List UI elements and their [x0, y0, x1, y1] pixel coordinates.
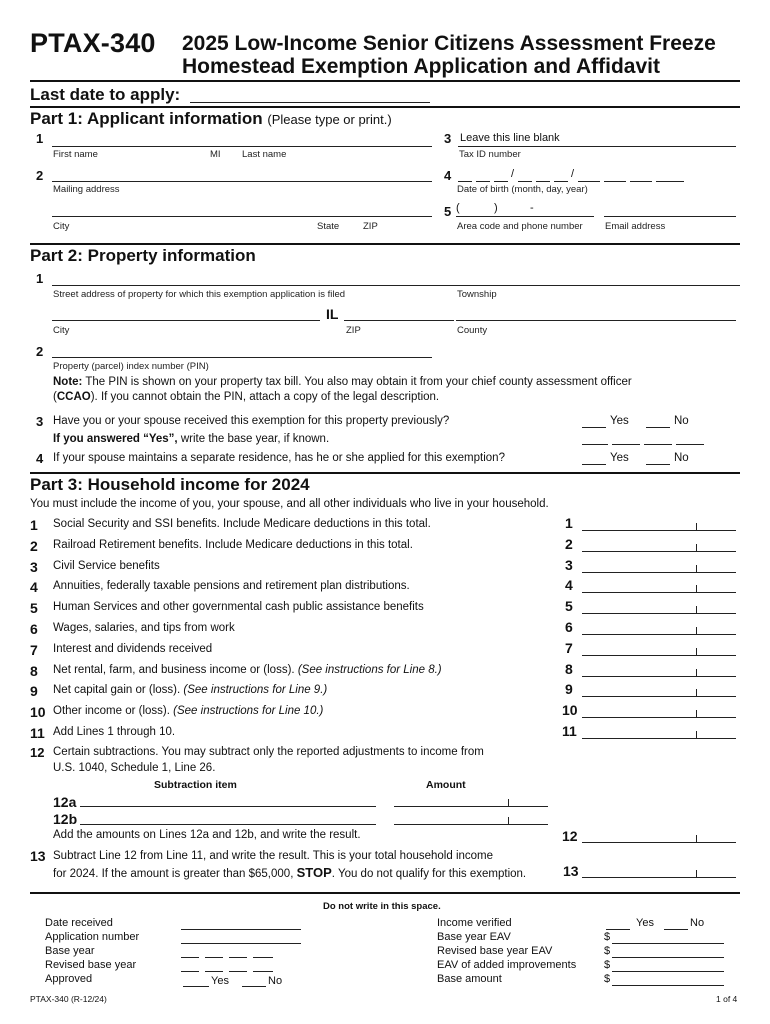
office-income-verified-no-field — [664, 929, 688, 930]
line-13-text-1: Subtract Line 12 from Line 11, and write the result. This is your total household income — [53, 850, 494, 862]
il-state-label: IL — [326, 306, 339, 322]
property-city-caption: City — [53, 325, 70, 336]
income-line-4-text: Annuities, federally taxable pensions and retirement plan distributions. — [53, 580, 410, 592]
property-zip-field[interactable] — [344, 320, 454, 321]
income-line-7-amount-number: 7 — [565, 640, 573, 656]
office-added-improvements: EAV of added improvements — [437, 959, 577, 971]
office-use-header: Do not write in this space. — [323, 901, 441, 912]
income-line-9-text: Net capital gain or (loss). — [53, 684, 181, 696]
part3-title: Part 3: Household income for 2024 — [30, 475, 310, 494]
line-12-text-2: U.S. 1040, Schedule 1, Line 26. — [53, 762, 216, 774]
last-name-caption: Last name — [242, 149, 287, 160]
part1-title — [30, 109, 392, 129]
income-line-7-text: Interest and dividends received — [53, 643, 213, 655]
income-line-5-amount-number: 5 — [565, 598, 573, 614]
income-line-8-amount-number: 8 — [565, 661, 573, 677]
part2-title: Part 2: Property information — [30, 246, 256, 265]
line-13-number: 13 — [30, 848, 46, 864]
income-line-3-amount-number: 3 — [565, 557, 573, 573]
income-line-2-number: 2 — [30, 538, 38, 554]
office-added-improvements-field — [612, 971, 724, 972]
income-line-11-label — [53, 726, 175, 738]
base-year-digit-1[interactable] — [582, 444, 608, 445]
income-line-1-number: 1 — [30, 517, 38, 533]
mi-caption: MI — [210, 149, 221, 160]
property-city-field[interactable] — [52, 320, 320, 321]
line-13-total-number: 13 — [563, 863, 579, 879]
line-12-cents-divider — [696, 835, 697, 843]
income-line-10-text: Other income or (loss). — [53, 705, 170, 717]
office-application-number-field — [181, 943, 301, 944]
line-12a-amount-field[interactable] — [394, 806, 548, 807]
phone-close-paren: ) — [494, 202, 498, 214]
income-line-2-text: Railroad Retirement benefits. Include Medicare deductions in this total. — [53, 539, 413, 551]
q3-yes-label: Yes — [610, 415, 629, 427]
income-line-10-note: (See instructions for Line 10.) — [173, 705, 324, 717]
income-line-3-text: Civil Service benefits — [53, 560, 160, 572]
office-approved-yes-field — [183, 986, 209, 987]
phone-open-paren: ( — [456, 202, 460, 214]
income-line-6-amount-field[interactable] — [582, 634, 736, 635]
property-street-caption: Street address of property for which this exemption application is filed — [53, 289, 346, 300]
office-dollar-4: $ — [604, 973, 611, 985]
income-line-10-amount-number: 10 — [562, 702, 578, 718]
base-year-digit-3[interactable] — [644, 444, 672, 445]
income-line-8-label — [53, 664, 442, 676]
p1-line-1-number: 1 — [36, 131, 44, 146]
income-line-5-amount-field[interactable] — [582, 613, 736, 614]
income-line-4-number: 4 — [30, 579, 38, 595]
last-date-label: Last date to apply: — [30, 85, 181, 104]
email-field[interactable] — [604, 216, 736, 217]
q3-no-field[interactable] — [646, 427, 670, 428]
note-text-1: The PIN is shown on your property tax bill. You also may obtain it from your chief county assessment officer — [85, 376, 632, 388]
phone-field[interactable] — [456, 216, 594, 217]
form-title-line-1: 2025 Low-Income Senior Citizens Assessment Freeze — [182, 32, 716, 55]
dob-slash-2: / — [571, 168, 575, 180]
q4-text: If your spouse maintains a separate residence, has he or she applied for this exemption? — [53, 452, 505, 464]
p1-line-4-number: 4 — [444, 168, 452, 183]
base-year-digit-4[interactable] — [676, 444, 704, 445]
income-line-6-label — [53, 622, 235, 634]
income-line-10-amount-field[interactable] — [582, 717, 736, 718]
income-line-3-cents-divider — [696, 565, 697, 573]
income-line-2-label — [53, 539, 413, 551]
part1-title-text: Part 1: Applicant information — [30, 109, 263, 128]
income-line-8-text: Net rental, farm, and business income or (loss). — [53, 664, 295, 676]
line-12-total-number: 12 — [562, 828, 578, 844]
p1-line-5-number: 5 — [444, 204, 452, 219]
email-caption: Email address — [605, 221, 666, 232]
income-line-4-amount-field[interactable] — [582, 592, 736, 593]
office-application-number: Application number — [45, 931, 140, 943]
name-field[interactable] — [52, 146, 432, 147]
income-line-4-amount-number: 4 — [565, 577, 573, 593]
p2-line-1-number: 1 — [36, 271, 44, 286]
p2-line-2-number: 2 — [36, 344, 44, 359]
line-12-number: 12 — [30, 745, 45, 760]
income-line-4-cents-divider — [696, 585, 697, 593]
dob-day-3[interactable] — [554, 181, 568, 182]
line-12-add-text: Add the amounts on Lines 12a and 12b, and write the result. — [53, 829, 361, 841]
office-approved-no: No — [268, 975, 283, 987]
dob-month-1[interactable] — [458, 181, 472, 182]
note-label: Note: — [53, 376, 83, 388]
office-income-verified-yes: Yes — [636, 917, 654, 929]
income-line-2-amount-field[interactable] — [582, 551, 736, 552]
pin-caption: Property (parcel) index number (PIN) — [53, 361, 209, 372]
part1-rule — [30, 106, 740, 108]
q4-no-label: No — [674, 452, 689, 464]
p1-line-3-number: 3 — [444, 131, 452, 146]
note-text-2: ). If you cannot obtain the PIN, attach a copy of the legal description. — [90, 391, 440, 403]
phone-dash: - — [530, 202, 534, 214]
footer-page-number: 1 of 4 — [716, 994, 738, 1004]
income-line-6-amount-number: 6 — [565, 619, 573, 635]
pin-note-line-2 — [53, 391, 439, 403]
income-line-1-text: Social Security and SSI benefits. Include Medicare deductions in this total. — [53, 518, 431, 530]
dob-day-1[interactable] — [518, 181, 532, 182]
office-base-year-eav: Base year EAV — [437, 931, 511, 943]
header-rule — [30, 80, 740, 82]
dob-year-4[interactable] — [656, 181, 684, 182]
income-line-1-cents-divider — [696, 523, 697, 531]
last-date-field[interactable] — [190, 102, 430, 103]
income-line-9-label — [53, 684, 327, 696]
office-income-verified-no: No — [690, 917, 705, 929]
part2-rule — [30, 243, 740, 245]
line-13-cents-divider — [696, 870, 697, 878]
income-line-5-number: 5 — [30, 600, 38, 616]
income-line-7-cents-divider — [696, 648, 697, 656]
q3-if-yes-rest: write the base year, if known. — [180, 433, 330, 445]
office-approved: Approved — [45, 973, 93, 985]
income-line-11-amount-number: 11 — [562, 723, 577, 739]
zip-caption: ZIP — [363, 221, 378, 232]
income-line-7-label — [53, 643, 212, 655]
line-13-total-field[interactable] — [582, 877, 736, 878]
line-12b-amount-field[interactable] — [394, 824, 548, 825]
subtraction-item-header: Subtraction item — [154, 779, 237, 791]
line-12a-label: 12a — [53, 794, 77, 810]
dob-month-2[interactable] — [476, 181, 490, 182]
q4-no-field[interactable] — [646, 464, 670, 465]
tax-id-caption: Tax ID number — [459, 149, 521, 160]
office-date-received: Date received — [45, 917, 113, 929]
income-line-7-number: 7 — [30, 642, 38, 658]
line-12b-item-field[interactable] — [80, 824, 376, 825]
income-line-9-note: (See instructions for Line 9.) — [183, 684, 328, 696]
income-line-8-number: 8 — [30, 663, 38, 679]
income-line-3-label — [53, 560, 160, 572]
office-base-year-3 — [229, 957, 247, 958]
income-line-11-text: Add Lines 1 through 10. — [53, 726, 176, 738]
office-approved-yes: Yes — [211, 975, 229, 987]
income-line-2-amount-number: 2 — [565, 536, 573, 552]
office-base-year-2 — [205, 957, 223, 958]
mailing-address-field[interactable] — [52, 181, 432, 182]
income-line-5-label — [53, 601, 424, 613]
line-12b-label: 12b — [53, 811, 78, 827]
office-revised-year-4 — [253, 971, 273, 972]
form-title-line-2: Homestead Exemption Application and Affidavit — [182, 55, 660, 78]
income-line-9-amount-number: 9 — [565, 681, 573, 697]
office-revised-eav-field — [612, 957, 724, 958]
q3-base-year-text — [53, 433, 329, 445]
q3-if-yes: If you answered “Yes”, — [53, 433, 178, 445]
income-line-9-amount-field[interactable] — [582, 696, 736, 697]
income-line-6-text: Wages, salaries, and tips from work — [53, 622, 235, 634]
line-12-total-field[interactable] — [582, 842, 736, 843]
dob-month-3[interactable] — [494, 181, 508, 182]
q3-no-label: No — [674, 415, 689, 427]
part3-rule — [30, 472, 740, 474]
income-line-10-label — [53, 705, 323, 717]
line-12-text-1: Certain subtractions. You may subtract only the reported adjustments to income from — [53, 746, 484, 758]
line-13-text-2b: . You do not qualify for this exemption. — [331, 868, 527, 880]
property-zip-caption: ZIP — [346, 325, 361, 336]
pin-field[interactable] — [52, 357, 432, 358]
income-line-1-label — [53, 518, 431, 530]
form-id: PTAX-340 — [30, 28, 156, 58]
property-county-caption: County — [457, 325, 488, 336]
dob-caption: Date of birth (month, day, year) — [457, 184, 588, 195]
office-approved-no-field — [242, 986, 266, 987]
income-line-3-number: 3 — [30, 559, 38, 575]
p2-line-3-number: 3 — [36, 414, 44, 429]
note-ccao: CCAO — [56, 391, 91, 403]
office-date-received-field — [181, 929, 301, 930]
income-line-4-label — [53, 580, 410, 592]
income-line-2-cents-divider — [696, 544, 697, 552]
q3-yes-field[interactable] — [582, 427, 606, 428]
income-line-8-amount-field[interactable] — [582, 676, 736, 677]
income-line-3-amount-field[interactable] — [582, 572, 736, 573]
note-open-paren: ( — [53, 391, 57, 403]
income-line-6-cents-divider — [696, 627, 697, 635]
income-line-9-number: 9 — [30, 683, 38, 699]
line-12b-cents-divider — [508, 817, 509, 825]
office-revised-base-year: Revised base year — [45, 959, 137, 971]
part3-intro: You must include the income of you, your spouse, and all other individuals who live in your household. — [30, 498, 549, 510]
office-base-year: Base year — [45, 945, 95, 957]
office-income-verified-yes-field — [606, 929, 630, 930]
office-base-amount: Base amount — [437, 973, 502, 985]
office-dollar-1: $ — [604, 931, 611, 943]
mailing-address-caption: Mailing address — [53, 184, 120, 195]
tax-id-field — [458, 146, 736, 147]
income-line-11-number: 11 — [30, 725, 45, 741]
office-dollar-3: $ — [604, 959, 611, 971]
income-line-8-cents-divider — [696, 669, 697, 677]
base-year-digit-2[interactable] — [612, 444, 640, 445]
line-13-stop: STOP — [296, 865, 332, 880]
income-line-6-number: 6 — [30, 621, 38, 637]
part1-subtitle: (Please type or print.) — [267, 112, 392, 127]
city-caption: City — [53, 221, 70, 232]
office-revised-eav: Revised base year EAV — [437, 945, 553, 957]
state-caption: State — [317, 221, 340, 232]
income-line-5-text: Human Services and other governmental cash public assistance benefits — [53, 601, 424, 613]
office-base-year-1 — [181, 957, 199, 958]
office-base-amount-field — [612, 985, 724, 986]
city-state-zip-field[interactable] — [52, 216, 432, 217]
income-line-1-amount-number: 1 — [565, 515, 573, 531]
office-revised-year-3 — [229, 971, 247, 972]
dob-day-2[interactable] — [536, 181, 550, 182]
township-caption: Township — [457, 289, 497, 300]
office-rule — [30, 892, 740, 894]
property-county-field[interactable] — [456, 320, 736, 321]
amount-header: Amount — [426, 779, 466, 791]
dob-year-2[interactable] — [604, 181, 626, 182]
income-line-7-amount-field[interactable] — [582, 655, 736, 656]
office-base-year-eav-field — [612, 943, 724, 944]
dob-year-1[interactable] — [578, 181, 600, 182]
q4-yes-label: Yes — [610, 452, 629, 464]
office-base-year-4 — [253, 957, 273, 958]
office-revised-year-1 — [181, 971, 199, 972]
p1-line-2-number: 2 — [36, 168, 44, 183]
income-line-10-cents-divider — [696, 710, 697, 718]
line-12a-item-field[interactable] — [80, 806, 376, 807]
line-12a-cents-divider — [508, 799, 509, 807]
office-revised-year-2 — [205, 971, 223, 972]
income-line-11-cents-divider — [696, 731, 697, 739]
line-13-text-2a: for 2024. If the amount is greater than $65,000, — [53, 868, 294, 880]
first-name-caption: First name — [53, 149, 98, 160]
q4-yes-field[interactable] — [582, 464, 606, 465]
dob-year-3[interactable] — [630, 181, 652, 182]
income-line-1-amount-field[interactable] — [582, 530, 736, 531]
dob-slash-1: / — [511, 168, 515, 180]
income-line-5-cents-divider — [696, 606, 697, 614]
income-line-10-number: 10 — [30, 704, 46, 720]
phone-caption: Area code and phone number — [457, 221, 583, 232]
p2-line-4-number: 4 — [36, 451, 44, 466]
office-dollar-2: $ — [604, 945, 611, 957]
income-line-9-cents-divider — [696, 689, 697, 697]
pin-note-line-1 — [53, 376, 632, 388]
office-income-verified: Income verified — [437, 917, 512, 929]
footer-form-revision: PTAX-340 (R-12/24) — [30, 994, 107, 1004]
leave-blank-label: Leave this line blank — [460, 132, 560, 144]
income-line-8-note: (See instructions for Line 8.) — [297, 664, 442, 676]
line-13-text-2 — [53, 865, 526, 880]
property-street-field[interactable] — [52, 285, 740, 286]
q3-text: Have you or your spouse received this exemption for this property previously? — [53, 415, 450, 427]
income-line-11-amount-field[interactable] — [582, 738, 736, 739]
